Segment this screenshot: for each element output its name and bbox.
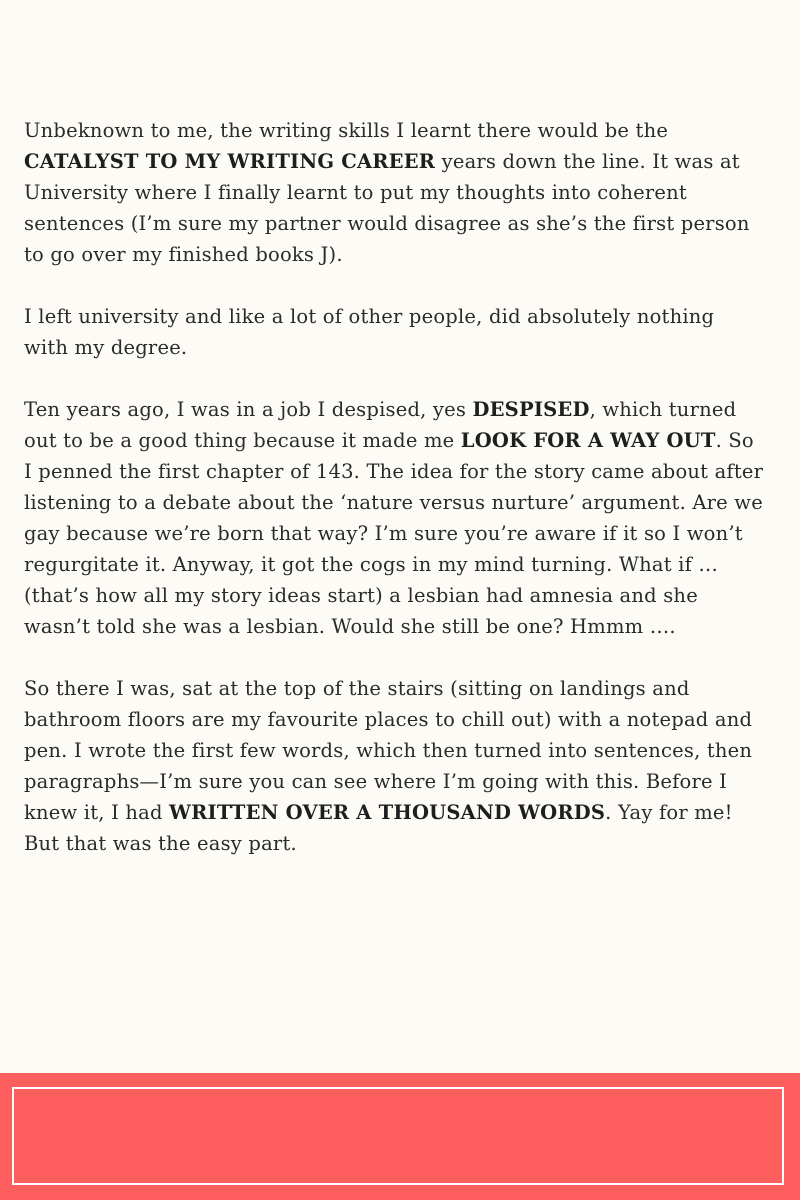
paragraph-1 bbox=[24, 115, 764, 270]
footer-band bbox=[0, 1073, 800, 1200]
body-text: . So I penned the first chapter of 143. The idea for the story came about after listening to a debate about the ‘nature versus nurture’ argument. Are we gay because we’re born that way? I’m sure you’re aware if it so I won’t regurgitate it. Anyway, it got the cogs in my mind turning. What if … (that’s how all my story ideas start) a lesbian had amnesia and she wasn’t told she was a lesbian. Would she still be one? Hmmm …. bbox=[24, 429, 764, 638]
emphasis-text: CATALYST TO MY WRITING CAREER bbox=[24, 150, 436, 173]
body-text: years down the line. It was at University where I finally learnt to put my thoughts into coherent sentences (I’m sure my partner would disagree as she’s the first person to go over my finished books J). bbox=[24, 150, 750, 266]
body-text: Ten years ago, I was in a job I despised, yes bbox=[24, 398, 473, 421]
emphasis-text: DESPISED bbox=[472, 398, 590, 421]
body-text: So there I was, sat at the top of the stairs (sitting on landings and bathroom floors are my favourite places to chill out) with a notepad and pen. I wrote the first few words, which then turned into sentences, then paragraphs—I’m sure you can see where I’m going with this. Before I knew it, I had bbox=[24, 677, 753, 824]
emphasis-text: LOOK FOR A WAY OUT bbox=[460, 429, 716, 452]
footer-frame bbox=[12, 1087, 784, 1185]
paragraph-3 bbox=[24, 394, 764, 642]
article-body bbox=[24, 115, 764, 890]
emphasis-text: WRITTEN OVER A THOUSAND WORDS bbox=[169, 801, 606, 824]
body-text: , which turned out to be a good thing because it made me bbox=[24, 398, 737, 452]
paragraph-2 bbox=[24, 301, 764, 363]
body-text: . Yay for me! But that was the easy part. bbox=[24, 801, 733, 855]
paragraph-4 bbox=[24, 673, 764, 859]
body-text: Unbeknown to me, the writing skills I learnt there would be the bbox=[24, 119, 669, 142]
body-text: I left university and like a lot of other people, did absolutely nothing with my degree. bbox=[24, 305, 715, 359]
